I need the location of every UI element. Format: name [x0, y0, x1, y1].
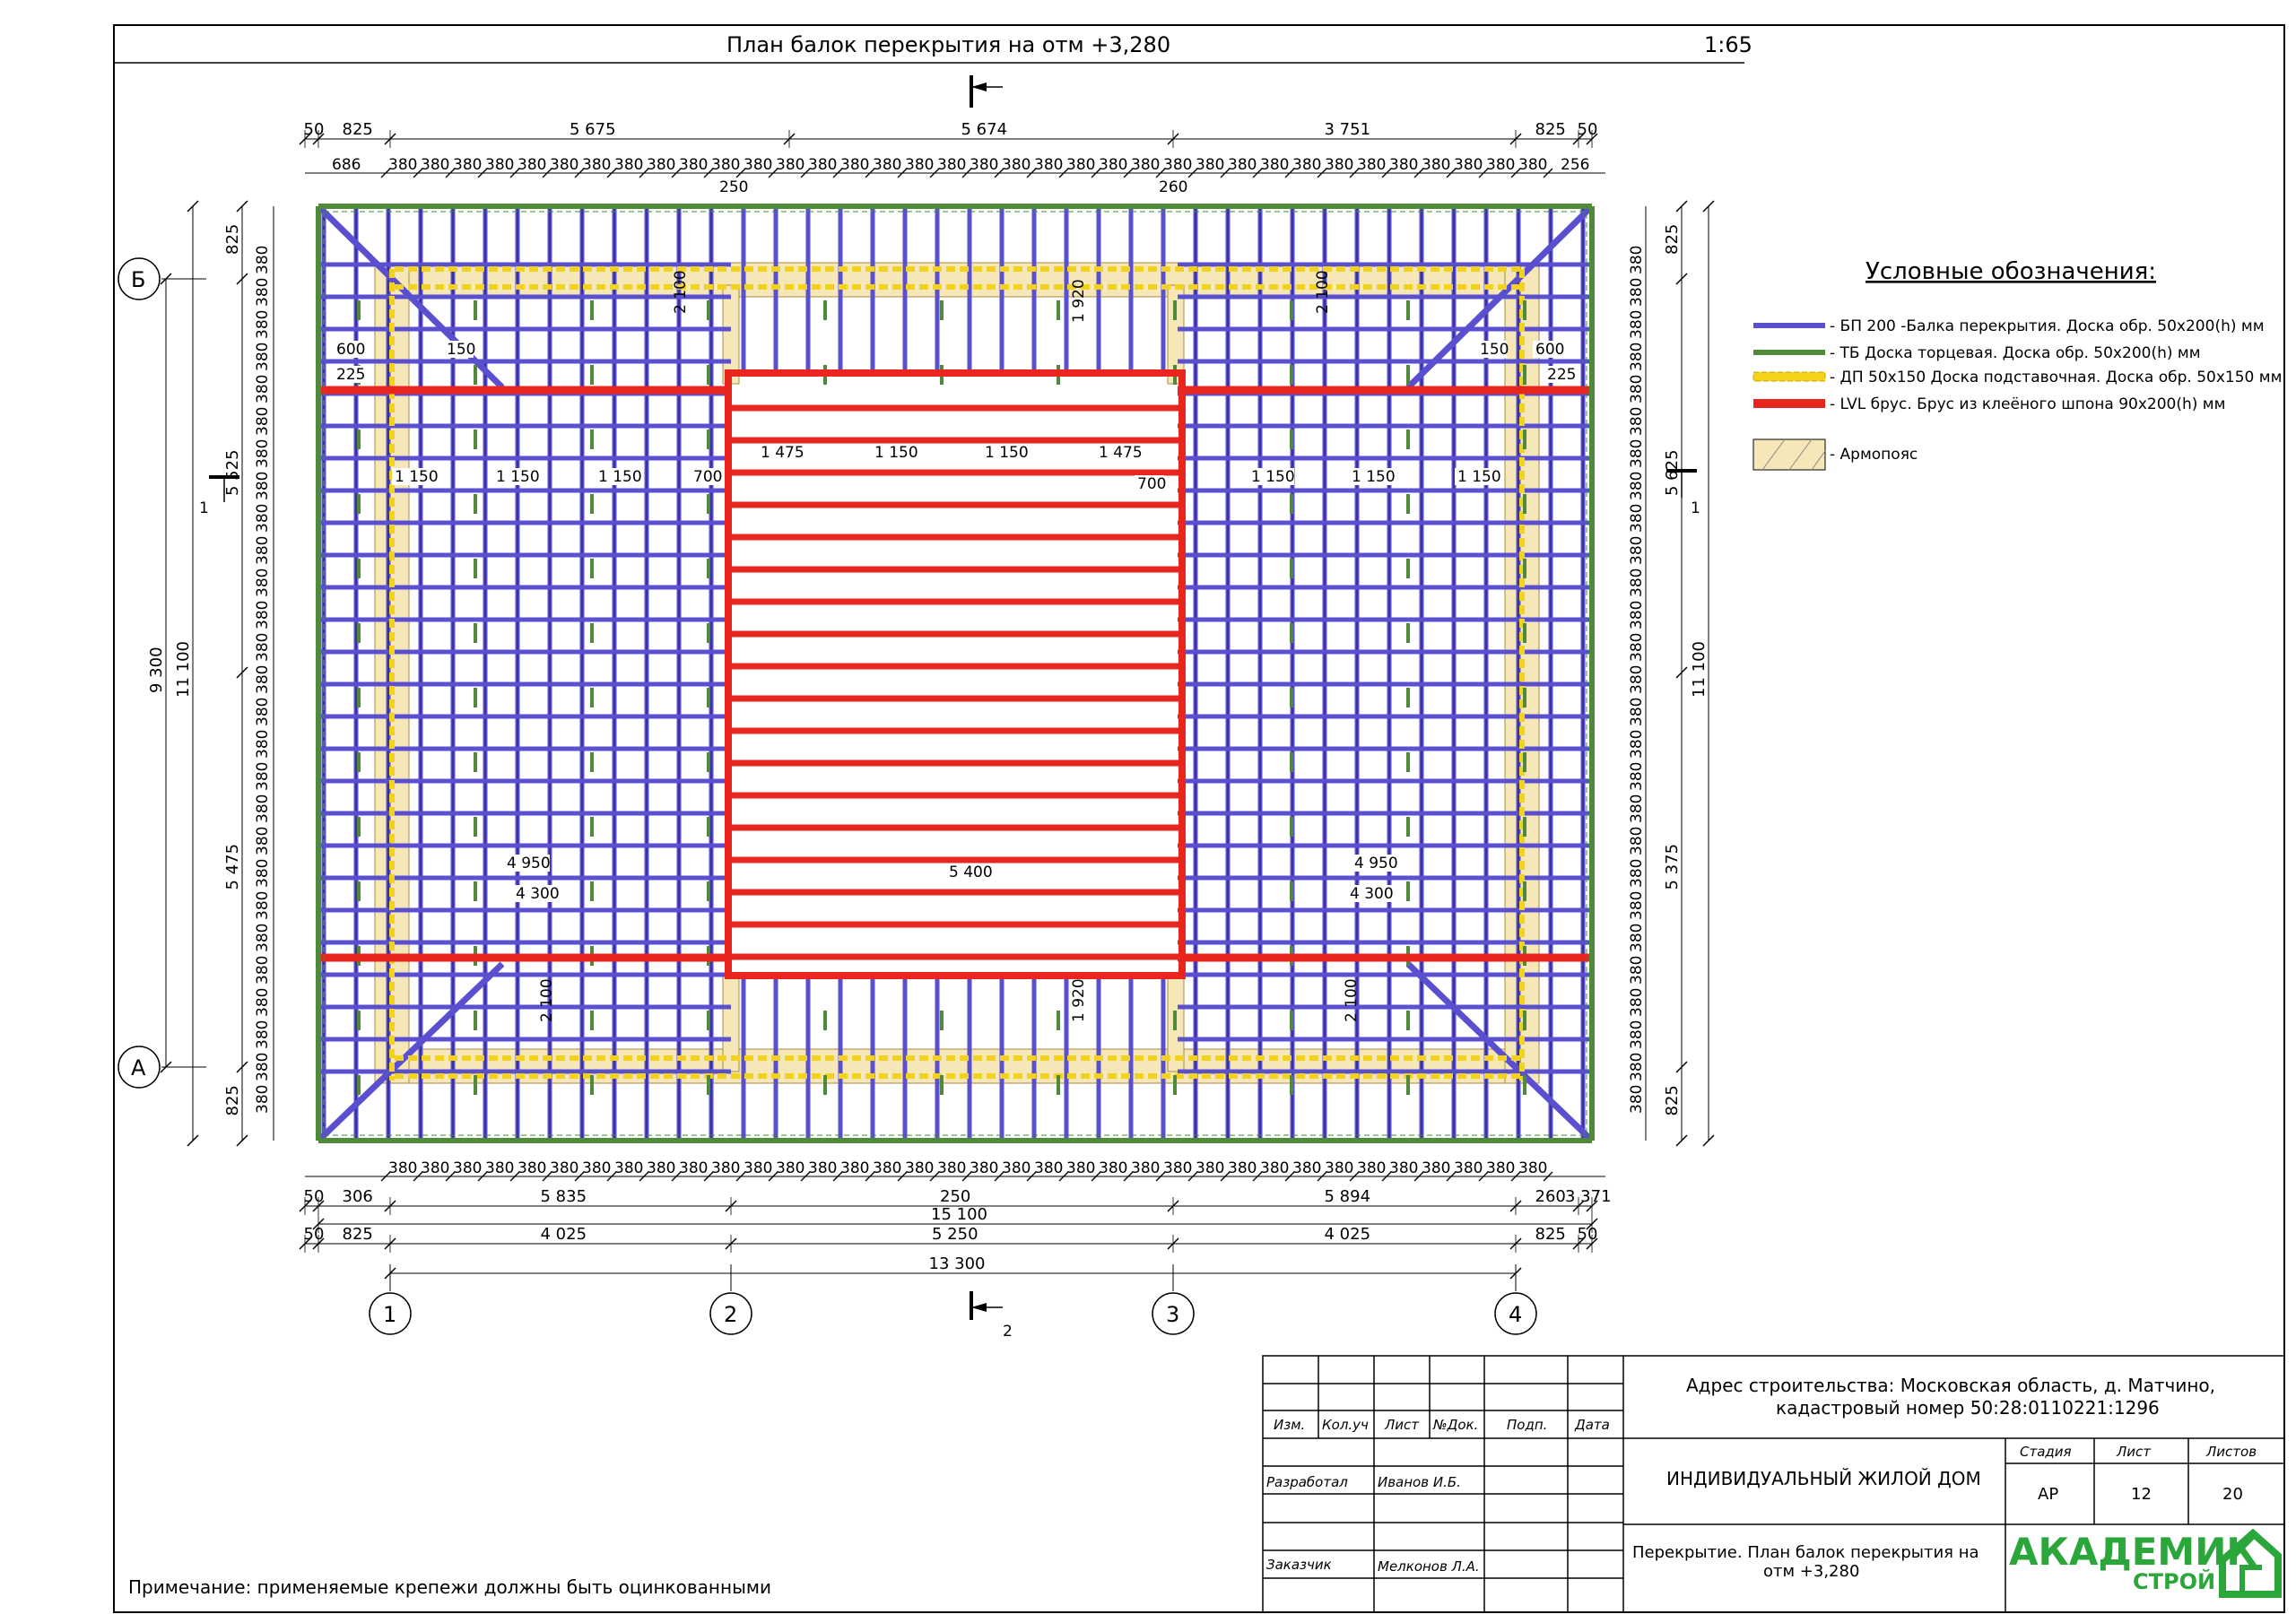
dim-top2-value: 380 [453, 156, 483, 174]
dim-left-spacing-value: 380 [254, 697, 272, 726]
dim-right-spacing-value: 380 [1628, 342, 1646, 371]
dim-bottom-spacing-value: 380 [1066, 1159, 1096, 1177]
dim-bottom3-value: 4 025 [540, 1225, 587, 1244]
inner-outline [324, 212, 1587, 1135]
dim-left-spacing-value: 380 [254, 664, 272, 694]
stamp-sheet-title-1: Перекрытие. План балок перекрытия на [1632, 1543, 1979, 1562]
dim-top2-special: 260 [1159, 178, 1188, 196]
dim-right-spacing-value: 380 [1628, 374, 1646, 404]
stamp-sheet: 12 [2131, 1485, 2152, 1504]
stamp-col-list: Лист [1385, 1417, 1420, 1433]
logo-main: АКАДЕМИК [2009, 1530, 2257, 1574]
dim-top2-value: 380 [550, 156, 579, 174]
stamp-col-data: Дата [1575, 1417, 1610, 1433]
stamp-cadastre: кадастровый номер 50:28:0110221:1296 [1776, 1397, 2160, 1419]
plan-dim-label-vertical: 2 100 [1314, 270, 1332, 314]
dim-bottom-spacing-value: 380 [550, 1159, 579, 1177]
dim-top2-value: 380 [711, 156, 741, 174]
plan-dim-label: 1 150 [1251, 468, 1295, 486]
dim-left-spacing-value: 380 [254, 794, 272, 823]
dim-bottom3-value: 825 [1535, 1225, 1566, 1244]
legend-item-tb: - ТБ Доска торцевая. Доска обр. 50х200(h) мм [1830, 344, 2201, 362]
plan-dim-label: 4 950 [1354, 855, 1398, 872]
plan-dim-label-vertical: 2 100 [538, 978, 556, 1022]
plan-dim-label: 4 300 [1350, 885, 1394, 903]
dim-top2-value: 380 [1357, 156, 1387, 174]
dim-right-spacing-value: 380 [1628, 535, 1646, 565]
dim-top2-value: 380 [1292, 156, 1322, 174]
legend-item-dp: - ДП 50х150 Доска подставочная. Доска обр. 50х150 мм [1830, 369, 2283, 386]
dim-right-spacing-value: 380 [1628, 600, 1646, 629]
plan-dim-label: 225 [1547, 366, 1577, 384]
section-label-bottom: 2 [1003, 1323, 1013, 1341]
stamp-customer-label: Заказчик [1266, 1557, 1332, 1573]
axis-label-col: 4 [1509, 1302, 1523, 1327]
dim-bottom4-value: 13 300 [928, 1254, 986, 1273]
legend-heading: Условные обозначения: [1866, 258, 2157, 285]
dim-bottom-spacing-value: 380 [517, 1159, 547, 1177]
plan-dim-label-vertical: 2 100 [672, 270, 690, 314]
dim-right2-value: 5 625 [1663, 449, 1682, 496]
dim-bottom-spacing-value: 380 [485, 1159, 515, 1177]
dim-bottom3-value: 5 250 [932, 1225, 978, 1244]
dim-bottom-spacing-value: 380 [1422, 1159, 1451, 1177]
dim-bottom-spacing-value: 380 [1260, 1159, 1290, 1177]
dim-left-spacing-value: 380 [254, 858, 272, 888]
dim-top2-value: 380 [1454, 156, 1483, 174]
dim-top2-value: 380 [1066, 156, 1096, 174]
dim-top2-value: 380 [679, 156, 709, 174]
dim-top2-value: 380 [1325, 156, 1354, 174]
dim-bottom-spacing-value: 380 [937, 1159, 967, 1177]
dim-right-spacing-value: 380 [1628, 503, 1646, 533]
dim-bottom-spacing-value: 380 [1357, 1159, 1387, 1177]
dim-left1-value: 9 300 [147, 647, 166, 693]
dim-left-spacing-value: 380 [254, 438, 272, 468]
stamp-sheets-label: Листов [2206, 1444, 2257, 1460]
dim-top1-value: 5 675 [570, 120, 616, 139]
dim-left-spacing-value: 380 [254, 471, 272, 500]
plan-dim-label: 1 150 [1457, 468, 1501, 486]
dim-left-spacing-value: 380 [254, 761, 272, 791]
stamp-customer: Мелконов Л.А. [1378, 1558, 1480, 1575]
dim-bottom-spacing-value: 380 [873, 1159, 902, 1177]
dim-top2-value: 380 [873, 156, 902, 174]
legend-item-bp: - БП 200 -Балка перекрытия. Доска обр. 50х200(h) мм [1830, 317, 2265, 335]
dim-right-spacing-value: 380 [1628, 923, 1646, 952]
dim-right-spacing-value: 380 [1628, 761, 1646, 791]
dim-top2-value: 380 [744, 156, 773, 174]
dim-right2-value: 825 [1663, 223, 1682, 255]
dim-right-spacing-value: 380 [1628, 826, 1646, 855]
plan-dim-label: 1 475 [761, 444, 804, 462]
dim-bottom-spacing-value: 380 [776, 1159, 805, 1177]
dim-bottom3-value: 825 [342, 1225, 373, 1244]
dim-top2-value: 380 [582, 156, 612, 174]
dim-bottom-spacing-value: 380 [1454, 1159, 1483, 1177]
joists-layer [318, 206, 1592, 1141]
legend-swatch-dp [1753, 372, 1825, 381]
dim-bottom-spacing-value: 380 [744, 1159, 773, 1177]
dim-bottom-spacing-value: 380 [1163, 1159, 1193, 1177]
dim-top2-value: 380 [421, 156, 450, 174]
dim-bottom1-value: 50 [303, 1187, 325, 1206]
dim-left3-value: 825 [223, 223, 242, 255]
lvl-layer [318, 373, 1592, 976]
dim-top2-value: 380 [614, 156, 644, 174]
dim-left-spacing-value: 380 [254, 923, 272, 952]
dim-right-spacing-value: 380 [1628, 568, 1646, 597]
dim-left-spacing-value: 380 [254, 503, 272, 533]
dim-bottom-spacing-value: 380 [679, 1159, 709, 1177]
dim-bottom-spacing-value: 380 [905, 1159, 935, 1177]
dim-top2-value: 380 [1131, 156, 1161, 174]
dim-bottom2-value: 15 100 [931, 1205, 987, 1224]
dim-right-spacing-value: 380 [1628, 309, 1646, 339]
dim-bottom-spacing-value: 380 [711, 1159, 741, 1177]
dim-left-spacing-value: 380 [254, 729, 272, 759]
stamp-col-ndok: №Док. [1433, 1417, 1479, 1433]
plan-scale: 1:65 [1704, 32, 1752, 57]
dim-top2-special: 256 [1561, 156, 1590, 174]
dim-right-spacing-value: 380 [1628, 890, 1646, 920]
dim-bottom-spacing-value: 380 [1002, 1159, 1031, 1177]
dim-top2-value: 380 [1163, 156, 1193, 174]
stamp-sheets: 20 [2222, 1485, 2243, 1504]
dim-right-spacing-value: 380 [1628, 697, 1646, 726]
title-block-text [1266, 1375, 2278, 1594]
dim-top2-special: 686 [332, 156, 361, 174]
stamp-col-koluch: Кол.уч [1322, 1417, 1369, 1433]
legend-item-lvl: - LVL брус. Брус из клеёного шпона 90х200(h) мм [1830, 395, 2226, 413]
axis-label-col: 1 [383, 1302, 397, 1327]
dim-right2-value: 5 375 [1663, 843, 1682, 890]
dim-right-spacing-value: 380 [1628, 245, 1646, 274]
dim-left-spacing-value: 380 [254, 535, 272, 565]
plan-dim-label: 1 150 [874, 444, 918, 462]
legend [1753, 258, 2282, 470]
dim-top2-value: 380 [1518, 156, 1548, 174]
dim-bottom-spacing-value: 380 [1518, 1159, 1548, 1177]
stamp-sheet-label: Лист [2117, 1444, 2152, 1460]
dim-top1-value: 50 [1577, 120, 1598, 139]
dim-right-spacing-value: 380 [1628, 987, 1646, 1017]
axis-label-col: 3 [1166, 1302, 1180, 1327]
dim-bottom1-value: 250 [940, 1187, 971, 1206]
plan-dim-label-vertical: 2 100 [1343, 978, 1361, 1022]
dim-top2-special: 250 [719, 178, 749, 196]
legend-swatch-armo [1753, 439, 1825, 470]
dim-right-spacing-value: 380 [1628, 1052, 1646, 1081]
plan-dim-label: 1 150 [395, 468, 439, 486]
section-mark-bottom [971, 1291, 1013, 1341]
dim-left2-value: 11 100 [174, 641, 193, 698]
legend-item-armo: - Армопояс [1830, 446, 1918, 464]
dim-bottom3-value: 4 025 [1324, 1225, 1371, 1244]
dim-top2-value: 380 [905, 156, 935, 174]
dim-bottom-spacing-value: 380 [1131, 1159, 1161, 1177]
dim-left3-value: 5 475 [223, 843, 242, 890]
dim-bottom-spacing-value: 380 [453, 1159, 483, 1177]
dim-right-spacing-value: 380 [1628, 729, 1646, 759]
dim-right2-value: 825 [1663, 1085, 1682, 1116]
dim-bottom-spacing-value: 380 [647, 1159, 676, 1177]
dim-bottom-spacing-value: 380 [840, 1159, 870, 1177]
stamp-object: ИНДИВИДУАЛЬНЫЙ ЖИЛОЙ ДОМ [1666, 1468, 1981, 1489]
axis-label-col: 2 [724, 1302, 738, 1327]
dim-left-spacing-value: 380 [254, 890, 272, 920]
dim-left-spacing-value: 380 [254, 632, 272, 662]
dim-bottom-spacing-value: 380 [614, 1159, 644, 1177]
dim-bottom-spacing-value: 380 [1196, 1159, 1225, 1177]
dim-bottom-spacing-value: 380 [808, 1159, 838, 1177]
beam-plan [318, 206, 1592, 1141]
dim-bottom-spacing-value: 380 [1292, 1159, 1322, 1177]
dim-right-spacing-value: 380 [1628, 438, 1646, 468]
plan-dim-label-vertical: 1 920 [1070, 978, 1088, 1022]
stamp-developer-label: Разработал [1266, 1474, 1348, 1490]
drawing-note: Примечание: применяемые крепежи должны быть оцинкованными [128, 1576, 771, 1598]
stamp-stage-label: Стадия [2020, 1444, 2072, 1460]
stamp-col-podp: Подп. [1507, 1417, 1548, 1433]
dim-top2-value: 380 [485, 156, 515, 174]
dim-top2-value: 380 [1034, 156, 1064, 174]
plan-dim-label: 600 [336, 341, 366, 359]
plan-dim-label: 4 950 [507, 855, 551, 872]
dim-bottom-spacing-value: 380 [1389, 1159, 1419, 1177]
plan-dim-label: 4 300 [516, 885, 560, 903]
dim-left3-value: 825 [223, 1085, 242, 1116]
stamp-sheet-title-2: отм +3,280 [1763, 1562, 1860, 1581]
dim-left-spacing-value: 380 [254, 374, 272, 404]
dim-bottom3-value: 50 [1577, 1225, 1598, 1244]
dim-top1-value: 3 751 [1324, 120, 1371, 139]
dim-right-spacing-value: 380 [1628, 794, 1646, 823]
dim-right-spacing-value: 380 [1628, 858, 1646, 888]
plan-dim-label: 1 475 [1099, 444, 1143, 462]
rim-boards-layer [318, 206, 1592, 1141]
dim-left-spacing-value: 380 [254, 309, 272, 339]
plan-dim-label: 225 [336, 366, 366, 384]
dim-left-spacing-value: 380 [254, 406, 272, 436]
dim-left-spacing-value: 380 [254, 1084, 272, 1114]
dim-right-spacing-value: 380 [1628, 406, 1646, 436]
dim-left-spacing-value: 380 [254, 600, 272, 629]
dim-left-spacing-value: 380 [254, 955, 272, 985]
dim-top2-value: 380 [937, 156, 967, 174]
dim-left-spacing-value: 380 [254, 245, 272, 274]
armopoyas-col2 [723, 285, 739, 384]
dim-bottom-spacing-value: 380 [1228, 1159, 1257, 1177]
dim-top2-value: 380 [840, 156, 870, 174]
dim-left3-value: 5 525 [223, 449, 242, 496]
section-label-left: 1 [199, 499, 209, 517]
dim-top2-value: 380 [776, 156, 805, 174]
plan-dim-label: 700 [693, 468, 723, 486]
dim-bottom-spacing-value: 380 [1099, 1159, 1128, 1177]
dim-top1-value: 825 [342, 120, 373, 139]
plan-dim-label: 150 [1480, 341, 1509, 359]
dim-left-spacing-value: 380 [254, 987, 272, 1017]
dim-right1-value: 11 100 [1690, 641, 1709, 698]
dim-top1-value: 825 [1535, 120, 1566, 139]
dim-bottom1-value: 3 371 [1565, 1187, 1612, 1206]
dim-bottom1-value: 5 835 [540, 1187, 587, 1206]
dim-left-spacing-value: 380 [254, 1052, 272, 1081]
dim-bottom-spacing-value: 380 [1034, 1159, 1064, 1177]
stamp-developer: Иванов И.Б. [1378, 1474, 1461, 1490]
plan-dim-label-vertical: 1 920 [1070, 279, 1088, 323]
dim-bottom1-value: 5 894 [1324, 1187, 1371, 1206]
dim-top2-value: 380 [517, 156, 547, 174]
plan-dim-label: 1 150 [985, 444, 1029, 462]
dim-right-spacing-value: 380 [1628, 632, 1646, 662]
dim-left-spacing-value: 380 [254, 342, 272, 371]
dim-bottom-spacing-value: 380 [582, 1159, 612, 1177]
stamp-col-izm: Изм. [1274, 1417, 1306, 1433]
dim-top2-value: 380 [1196, 156, 1225, 174]
logo-sub: СТРОЙ [2133, 1569, 2216, 1594]
section-mark-top [971, 75, 1003, 108]
plan-title: План балок перекрытия на отм +3,280 [726, 32, 1171, 57]
plan-dim-label: 700 [1137, 475, 1167, 493]
stamp-address: Адрес строительства: Московская область, д. Матчино, [1686, 1375, 2216, 1396]
dim-right-spacing-value: 380 [1628, 955, 1646, 985]
dim-top2-value: 380 [1389, 156, 1419, 174]
axis-label-row: Б [131, 267, 146, 292]
plan-dim-label: 150 [447, 341, 476, 359]
dim-bottom1-value: 306 [342, 1187, 373, 1206]
dim-top2-value: 380 [808, 156, 838, 174]
dim-bottom-spacing-value: 380 [970, 1159, 999, 1177]
dim-top2-value: 380 [970, 156, 999, 174]
dim-bottom-spacing-value: 380 [388, 1159, 418, 1177]
dim-top2-value: 380 [647, 156, 676, 174]
dim-right-spacing-value: 380 [1628, 277, 1646, 307]
stamp-stage: АР [2038, 1485, 2059, 1504]
dim-top2-value: 380 [388, 156, 418, 174]
dim-right-spacing-value: 380 [1628, 1020, 1646, 1049]
dim-bottom-spacing-value: 380 [421, 1159, 450, 1177]
lvl-frame [728, 373, 1182, 976]
plan-dim-label: 1 150 [496, 468, 540, 486]
dim-right-spacing-value: 380 [1628, 471, 1646, 500]
dim-right-spacing-value: 380 [1628, 1084, 1646, 1114]
plan-dim-label: 600 [1535, 341, 1565, 359]
dim-left-spacing-value: 380 [254, 277, 272, 307]
dim-top1-value: 50 [303, 120, 325, 139]
dim-left-spacing-value: 380 [254, 568, 272, 597]
section-label-right: 1 [1691, 499, 1700, 517]
dim-top1-value: 5 674 [961, 120, 1008, 139]
dim-top2-value: 380 [1002, 156, 1031, 174]
dim-bottom1-value: 260 [1535, 1187, 1566, 1206]
dim-top2-value: 380 [1228, 156, 1257, 174]
axis-label-row: А [131, 1055, 146, 1081]
dim-top2-value: 380 [1422, 156, 1451, 174]
plan-dim-label: 1 150 [1352, 468, 1396, 486]
dim-bottom3-value: 50 [303, 1225, 325, 1244]
plan-dim-label: 5 400 [949, 864, 993, 881]
dim-left-spacing-value: 380 [254, 1020, 272, 1049]
dim-top2-value: 380 [1486, 156, 1516, 174]
dim-right-spacing-value: 380 [1628, 664, 1646, 694]
dim-left-spacing-value: 380 [254, 826, 272, 855]
dim-bottom-spacing-value: 380 [1325, 1159, 1354, 1177]
dim-top2-value: 380 [1099, 156, 1128, 174]
plan-dim-label: 1 150 [598, 468, 642, 486]
dim-top2-value: 380 [1260, 156, 1290, 174]
dim-bottom-spacing-value: 380 [1486, 1159, 1516, 1177]
